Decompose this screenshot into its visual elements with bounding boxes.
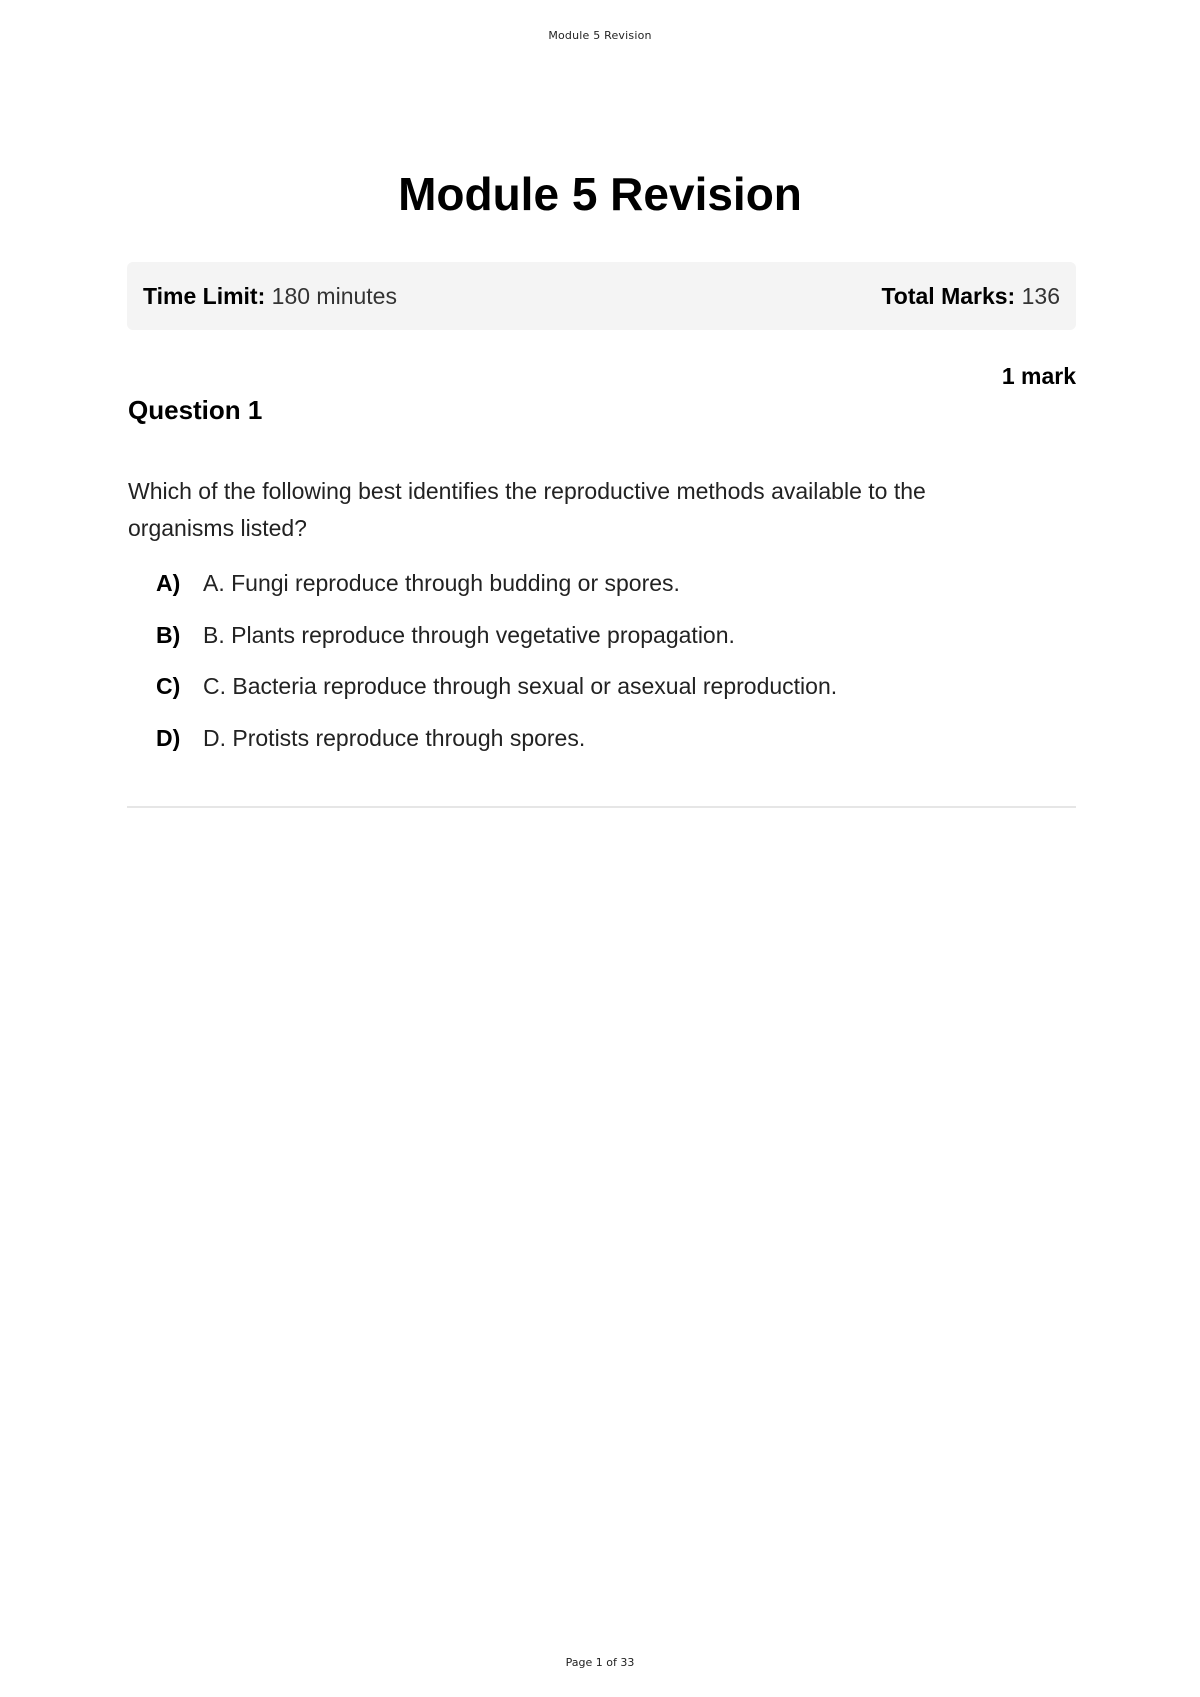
question-marks: 1 mark <box>1001 363 1076 389</box>
question-heading: Question 1 <box>128 395 263 425</box>
option-text: B. Plants reproduce through vegetative propagation. <box>203 621 735 648</box>
time-limit-label: Time Limit: <box>143 282 266 309</box>
option-a[interactable] <box>156 570 837 622</box>
question-divider <box>127 806 1076 808</box>
page-indicator: Page 1 of 33 <box>565 1656 635 1669</box>
option-text: A. Fungi reproduce through budding or spores. <box>203 570 680 596</box>
option-letter: C) <box>156 673 181 699</box>
running-header: Module 5 Revision <box>548 29 652 42</box>
option-b[interactable] <box>156 622 837 674</box>
total-marks-value: 136 <box>1021 282 1060 309</box>
time-limit-value: 180 minutes <box>271 282 397 309</box>
option-letter: D) <box>156 724 181 751</box>
document-title: Module 5 Revision <box>398 168 802 220</box>
exam-info-box <box>127 262 1076 330</box>
question-text: Which of the following best identifies the reproductive methods available to the organisms listed? <box>128 478 926 541</box>
option-letter: B) <box>156 621 181 648</box>
option-c[interactable] <box>156 673 837 725</box>
option-text: D. Protists reproduce through spores. <box>203 724 586 751</box>
total-marks <box>881 283 1060 310</box>
time-limit <box>143 283 397 310</box>
total-marks-label: Total Marks: <box>881 282 1016 309</box>
option-d[interactable] <box>156 725 837 777</box>
answer-options <box>156 570 837 776</box>
option-letter: A) <box>156 570 181 596</box>
option-text: C. Bacteria reproduce through sexual or asexual reproduction. <box>203 673 838 699</box>
